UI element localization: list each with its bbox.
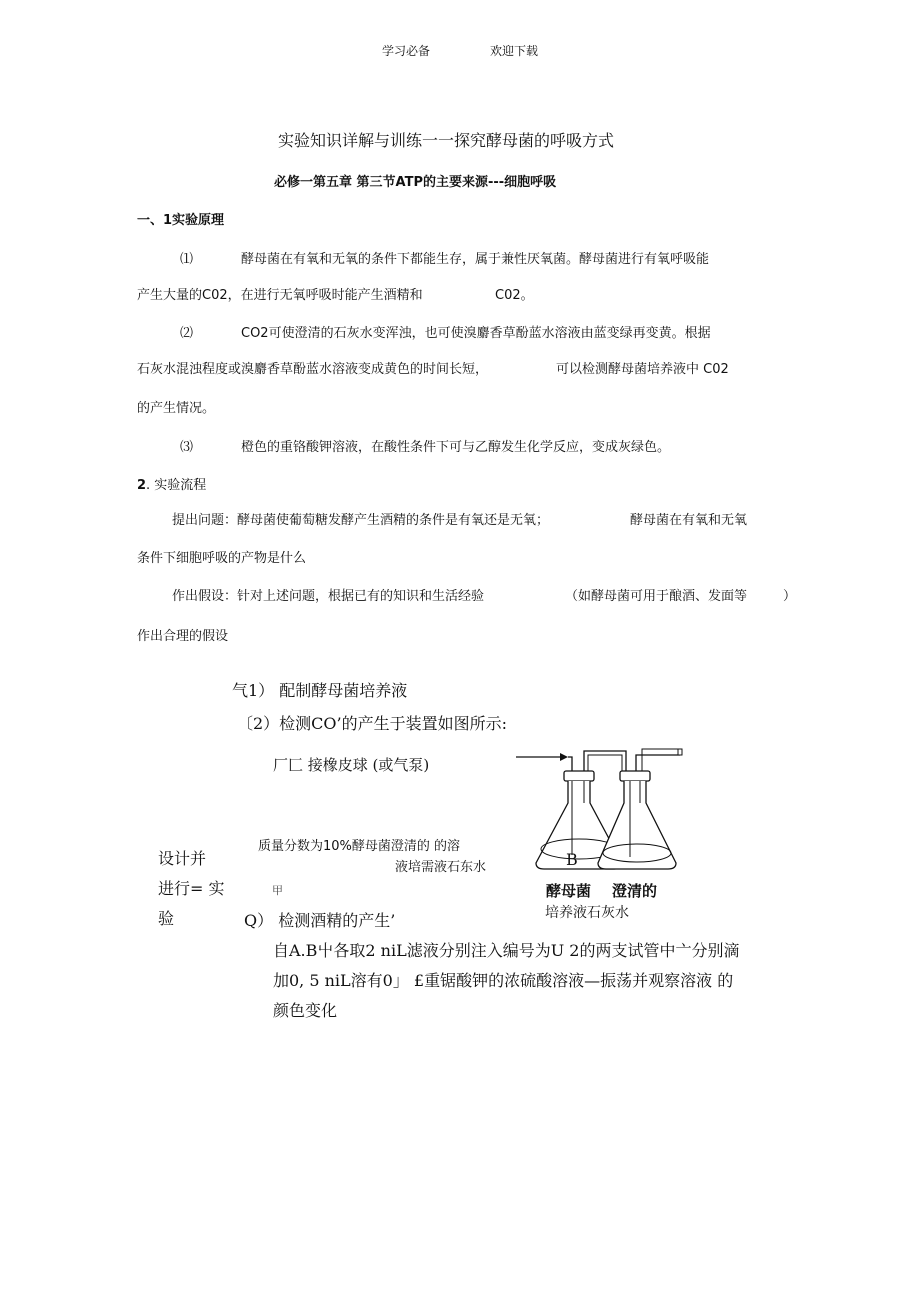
section2-number: 2 <box>137 478 147 493</box>
step3-line1: 自A.B屮各取2 niL滤液分别注入编号为U 2的两支试管中亠分别滴 <box>273 941 740 960</box>
hypothesis-line2: 作出合理的假设 <box>137 629 229 644</box>
p2-line2b: 可以检测酵母菌培养液中 C02 <box>556 362 729 377</box>
p1-line2b: C02。 <box>495 288 534 303</box>
design-step1: 气1） 配制酵母菌培养液 <box>232 681 408 700</box>
p2-line3: 的产生情况。 <box>137 401 216 416</box>
outlet-tip <box>678 749 682 755</box>
connector-tube <box>584 751 626 771</box>
outlet-tube <box>636 755 680 771</box>
p2-line1: CO2可使澄清的石灰水变浑浊，也可使溴麝香草酚蓝水溶液由蓝变绿再变黄。根据 <box>241 326 711 341</box>
apparatus-figure <box>512 745 702 877</box>
p1-number: ⑴ <box>180 252 194 267</box>
section2-heading <box>137 474 206 493</box>
figure-label-left: 酵母菌 <box>546 882 592 900</box>
question-line2: 条件下细胞呼吸的产物是什么 <box>137 551 307 566</box>
right-stopper <box>620 771 650 781</box>
hypothesis-line1a: 作出假设：针对上述问题，根据已有的知识和生活经验 <box>172 589 485 604</box>
pump-note: 厂匚 接橡皮球 (或气泵) <box>273 756 430 774</box>
p3-number: ⑶ <box>180 440 194 455</box>
header-left: 学习必备 <box>382 44 431 58</box>
p2-line2a: 石灰水混浊程度或溴麝香草酚蓝水溶液变成黄色的时间长短， <box>137 362 489 377</box>
header-right: 欢迎下载 <box>490 44 539 58</box>
air-inlet-arrowhead <box>560 753 568 761</box>
step3-line2: 加0, 5 niL溶有0」 £重锯酸钾的浓硫酸溶液—振荡并观察溶液 的 <box>273 971 734 990</box>
section2-title: . 实验流程 <box>146 478 207 493</box>
figure-label-right: 澄清的 <box>612 882 658 900</box>
page-title: 实验知识详解与训练一一探究酵母菌的呼吸方式 <box>278 131 615 150</box>
inlet-tube <box>568 757 572 771</box>
step3-line3: 颜色变化 <box>273 1001 338 1020</box>
side-label-1: 设计并 <box>158 849 207 868</box>
solution-line1: 质量分数为10%酵母菌澄清的 的溶 <box>258 839 461 854</box>
side-label-2: 进行= 实 <box>158 879 225 898</box>
jia-label: 甲 <box>272 884 283 897</box>
connector-tube-inner <box>588 755 622 771</box>
question-line1b: 酵母菌在有氧和无氧 <box>630 513 748 528</box>
design-step2: 〔2）检测CO’的产生于装置如图所示: <box>237 714 508 733</box>
side-label-3: 验 <box>158 909 175 928</box>
solution-line2: 液培需液石东水 <box>395 860 487 875</box>
p2-number: ⑵ <box>180 326 194 341</box>
p1-line1: 酵母菌在有氧和无氧的条件下都能生存，属于兼性厌氧菌。酵母菌进行有氧呼吸能 <box>241 252 710 267</box>
section1-heading: 一、1实验原理 <box>137 213 225 228</box>
p3-line1: 橙色的重铬酸钾溶液，在酸性条件下可与乙醇发生化学反应，变成灰绿色。 <box>241 440 671 455</box>
figure-caption: 培养液石灰水 <box>545 905 629 921</box>
outlet-tube-outer <box>642 749 680 771</box>
design-step3: Q） 检测酒精的产生’ <box>244 911 396 930</box>
hypothesis-line1c: ） <box>783 589 797 604</box>
question-line1a: 提出问题：酵母菌使葡萄糖发酵产生酒精的条件是有氧还是无氧； <box>172 513 550 528</box>
page-subtitle: 必修一第五章 第三节ATP的主要来源---细胞呼吸 <box>274 175 557 190</box>
flask-letter: B <box>566 850 578 869</box>
p1-line2a: 产生大量的C02，在进行无氧呼吸时能产生酒精和 <box>137 288 423 303</box>
hypothesis-line1b: （如酵母菌可用于酿酒、发面等 <box>565 589 748 604</box>
right-flask <box>598 781 676 869</box>
left-stopper <box>564 771 594 781</box>
